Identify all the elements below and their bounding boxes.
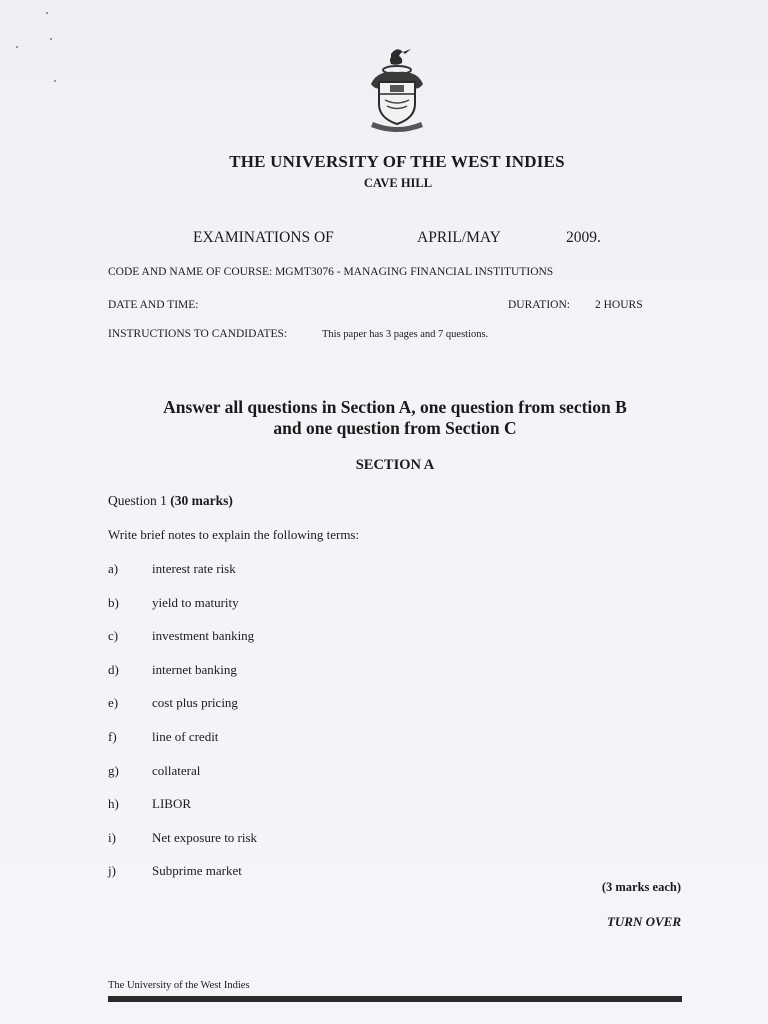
duration-label: DURATION: <box>508 299 570 311</box>
item-text: Subprime market <box>152 863 242 878</box>
item-text: line of credit <box>152 729 219 744</box>
instructions-label: INSTRUCTIONS TO CANDIDATES: <box>108 328 288 340</box>
list-item <box>108 662 237 678</box>
scan-speck <box>16 46 18 48</box>
university-name: THE UNIVERSITY OF THE WEST INDIES <box>229 152 565 171</box>
item-label: e) <box>108 695 119 710</box>
item-label: c) <box>108 628 119 643</box>
scan-speck <box>50 38 52 40</box>
exam-session: APRIL/MAY <box>417 229 501 246</box>
marks-each: (3 marks each) <box>601 880 681 894</box>
turn-over-note: TURN OVER <box>606 914 681 929</box>
question-marks: (30 marks) <box>170 493 233 508</box>
item-text: Net exposure to risk <box>152 830 258 845</box>
footer-text: The University of the West Indies <box>108 980 250 991</box>
item-label: b) <box>108 595 119 610</box>
item-label: i) <box>108 830 116 845</box>
item-text: investment banking <box>152 628 255 643</box>
question-title: Question 1 <box>108 493 167 508</box>
question-intro: Write brief notes to explain the following terms: <box>108 527 360 542</box>
item-text: interest rate risk <box>152 561 236 576</box>
list-item <box>108 763 200 779</box>
course-line: CODE AND NAME OF COURSE: MGMT3076 - MANAGING FINANCIAL INSTITUTIONS <box>108 266 554 278</box>
question-heading <box>108 493 233 509</box>
answer-instruction-line-1: Answer all questions in Section A, one question from section B <box>163 397 627 417</box>
list-item <box>108 628 254 644</box>
item-text: LIBOR <box>152 796 191 811</box>
campus-name: CAVE HILL <box>363 176 433 190</box>
item-text: internet banking <box>152 662 237 677</box>
list-item <box>108 695 238 711</box>
item-label: f) <box>108 729 117 744</box>
answer-instruction-line-2: and one question from Section C <box>273 418 517 438</box>
list-item <box>108 729 218 745</box>
section-title: SECTION A <box>355 457 435 473</box>
exam-year: 2009. <box>566 229 601 246</box>
item-text: yield to maturity <box>152 595 239 610</box>
item-text: collateral <box>152 763 201 778</box>
list-item <box>108 863 242 879</box>
date-time-label: DATE AND TIME: <box>108 299 199 311</box>
list-item <box>108 561 236 577</box>
item-label: d) <box>108 662 119 677</box>
list-item <box>108 595 239 611</box>
scan-speck <box>46 12 48 14</box>
instructions-text: This paper has 3 pages and 7 questions. <box>322 329 489 340</box>
item-text: cost plus pricing <box>152 695 238 710</box>
item-label: g) <box>108 763 119 778</box>
item-label: h) <box>108 796 119 811</box>
scan-speck <box>54 80 56 82</box>
item-label: a) <box>108 561 119 576</box>
list-item <box>108 796 191 812</box>
item-label: j) <box>108 863 116 878</box>
duration-value: 2 HOURS <box>595 299 643 311</box>
university-crest-icon <box>361 44 433 132</box>
footer-rule <box>108 996 682 1002</box>
list-item <box>108 830 257 846</box>
exam-label: EXAMINATIONS OF <box>193 229 334 246</box>
